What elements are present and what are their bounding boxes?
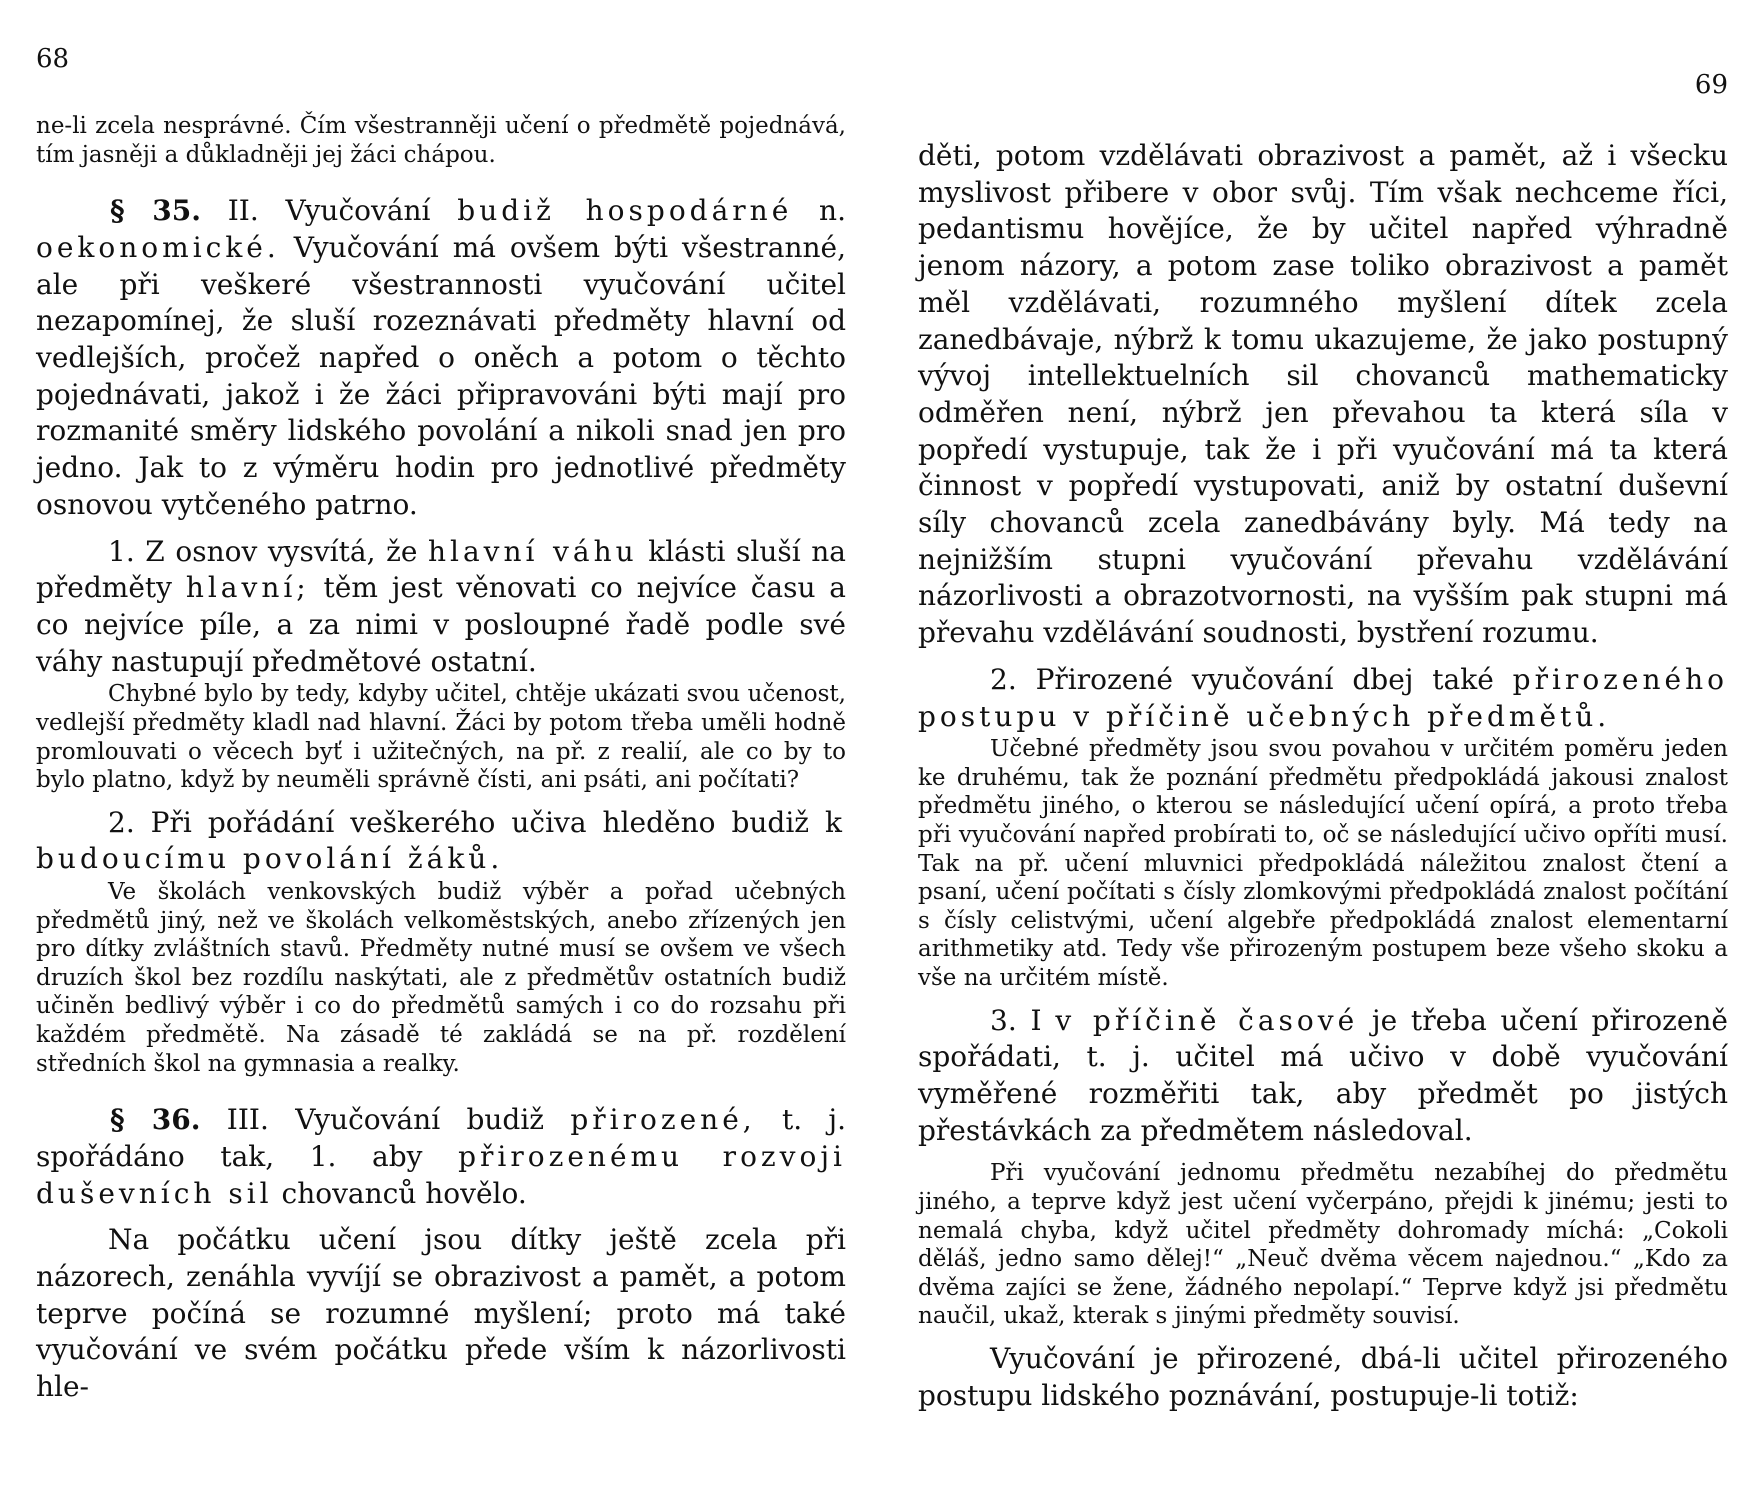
section-lead: Vyučování <box>285 194 431 228</box>
right-point-3-c: je třeba učení přirozeně spořádati, t. j. učitel má učivo v době vyučování vyměřené rozměřiti tak, aby předmět po jistých přestávkách za předmětem následoval. <box>918 1003 1728 1147</box>
point-1-e: těm jest věnovati co nejvíce času a co nejvíce píle, a za nimi v posloupné řadě podle své váhy nastupují předmětové ostatní. <box>36 571 846 678</box>
right-paragraph-4: Vyučování je přirozené, dbá-li učitel přirozeného postupu lidského poznávání, postupuje-li totiž: <box>918 1341 1728 1412</box>
section-sign-36: § 36. <box>110 1103 201 1137</box>
point-1 <box>36 534 846 681</box>
section-35 <box>36 193 846 523</box>
note-2: Ve školách venkovských budiž výběr a pořad učebných předmětů jiný, než ve školách velkoměstských, anebo zřízených jen pro dítky zvláštních stavů. Předměty nutné musí se ovšem ve všech druzích škol bez rozdílu naskýtati, ale z předmětův ostatních budiž učiněn bedlivý výběr i co do předmětů samých i co do rozsahu při každém předmětě. Na zásadě té zakládá se na př. rozdělení středních škol na gymnasia a realky. <box>36 879 846 1077</box>
paragraph-3: Na počátku učení jsou dítky ještě zcela při názorech, zenáhla vyvíjí se obrazivost a pamět, a potom teprve počíná se rozumné myšlení; proto má také vyučování ve svém počátku přede vším k názorlivosti hle- <box>36 1223 846 1404</box>
page-number-right: 69 <box>1694 70 1728 100</box>
intro-paragraph: ne-li zcela nesprávné. Čím všestranněji učení o předmětě pojednává, tím jasněji a důkladněji jej žáci chápou. <box>36 113 846 168</box>
page-number-left: 68 <box>36 44 70 74</box>
left-page-content <box>36 112 846 1406</box>
section-mid-36: t. j. spořádáno tak, 1. aby <box>36 1103 847 1173</box>
section-end-36: chovanců hovělo. <box>281 1176 527 1210</box>
right-point-2 <box>918 662 1728 735</box>
point-1-c: klásti sluší na předměty <box>36 534 847 605</box>
right-point-2-emphasis: přirozeného postupu v příčině učebných předmětů. <box>918 662 1728 733</box>
right-page-content <box>918 138 1728 1414</box>
section-emphasis-2: oekonomické. <box>36 230 280 264</box>
section-numeral: II. <box>227 194 259 228</box>
right-page <box>918 0 1728 1500</box>
right-point-3-a: 3. I <box>990 1003 1042 1037</box>
point-2 <box>36 805 846 878</box>
right-point-3 <box>918 1003 1728 1150</box>
right-point-2-a: 2. Přirozené vyučování dbej také <box>990 662 1494 696</box>
section-numeral-36: III. <box>226 1103 269 1137</box>
point-1-emphasis: hlavní váhu <box>427 534 638 568</box>
left-page <box>36 0 846 1500</box>
section-36 <box>36 1102 846 1212</box>
right-point-3-emphasis: v příčině časové <box>1055 1003 1359 1037</box>
section-text: Vyučování má ovšem býti všestranné, ale při veškeré všestrannosti vyučování učitel nezapomínej, že sluší rozeznávati předměty hlavní od vedlejších, pročež napřed o oněch a potom o těchto pojednávati, jakož i že žáci připravováni býti mají pro rozmanité směry lidského povolání a nikoli snad jen pro jedno. Jak to z výměru hodin pro jednotlivé předměty osnovou vytčeného patrno. <box>36 230 846 521</box>
right-note-1: Učebné předměty jsou svou povahou v určitém poměru jeden ke druhému, tak že poznání předmětu předpokládá jakousi znalost předmětu jiného, o kterou se následující učení opírá, a proto třeba při vyučování napřed probírati to, oč se následující učivo opříti musí. Tak na př. učení mluvnici předpokládá náležitou znalost čtení a psaní, učení počítati s čísly zlomkovými předpokládá znalost počítání s čísly celistvými, učení algebře předpokládá znalost elementarní arithmetiky atd. Tedy vše přirozeným postupem beze všeho skoku a vše na určitém místě. <box>918 736 1728 991</box>
right-note-2: Při vyučování jednomu předmětu nezabíhej do předmětu jiného, a teprve když jest učení vyčerpáno, přejdi k jinému; jesti to nemalá chyba, když učitel předměty dohromady míchá: „Cokoli děláš, jedno samo dělej!“ „Neuč dvěma věcem najednou.“ „Kdo za dvěma zajíci se žene, žádného nepolapí.“ Teprve když jsi předmětu naučil, ukaž, kterak s jinými předměty souvisí. <box>918 1160 1728 1330</box>
point-2-a: 2. Při pořádání veškerého učiva hleděno budiž <box>108 805 810 839</box>
point-2-emphasis: k budoucímu povolání žáků. <box>36 805 846 876</box>
point-1-a: 1. Z osnov vysvítá, že <box>108 534 418 568</box>
section-sign: § 35. <box>110 194 201 228</box>
section-emphasis-36-2: přirozenému rozvoji duševních sil <box>36 1139 846 1210</box>
section-mid: n. <box>819 194 846 228</box>
note-1: Chybné bylo by tedy, kdyby učitel, chtěje ukázati svou učenost, vedlejší předměty kladl nad hlavní. Žáci by potom třeba uměli hodně promlouvati o věcech byť i užitečných, na př. z realií, ale co by to bylo platno, když by neuměli správně čísti, ani psáti, ani počítati? <box>36 681 846 794</box>
section-emphasis-36: přirozené, <box>570 1103 756 1137</box>
right-paragraph-1: děti, potom vzdělávati obrazivost a pamět, až i všecku myslivost přibere v obor svůj. Tím však nechceme říci, pedantismu hovějíce, že by učitel napřed výhradně jenom názory, a potom zase toliko obrazivost a pamět měl vzdělávati, rozumného myšlení dítek zcela zanedbávaje, nýbrž k tomu ukazujeme, že jako postupný vývoj intellektuelních sil chovanců mathematicky odměřen není, nýbrž jen převahou ta která síla v popředí vystupuje, tak že i při vyučování má ta která činnost v popředí vystupovati, aniž by ostatní duševní síly chovanců zcela zanedbávány byly. Má tedy na nejnižším stupni vyučování převahu vzdělávání názorlivosti a obrazotvornosti, na vyšším pak stupni má převahu vzdělávání soudnosti, bystření rozumu. <box>918 139 1728 650</box>
section-lead-36: Vyučování budiž <box>295 1103 545 1137</box>
point-1-emphasis-2: hlavní; <box>185 571 310 605</box>
section-emphasis: budiž hospodárné <box>457 194 793 228</box>
